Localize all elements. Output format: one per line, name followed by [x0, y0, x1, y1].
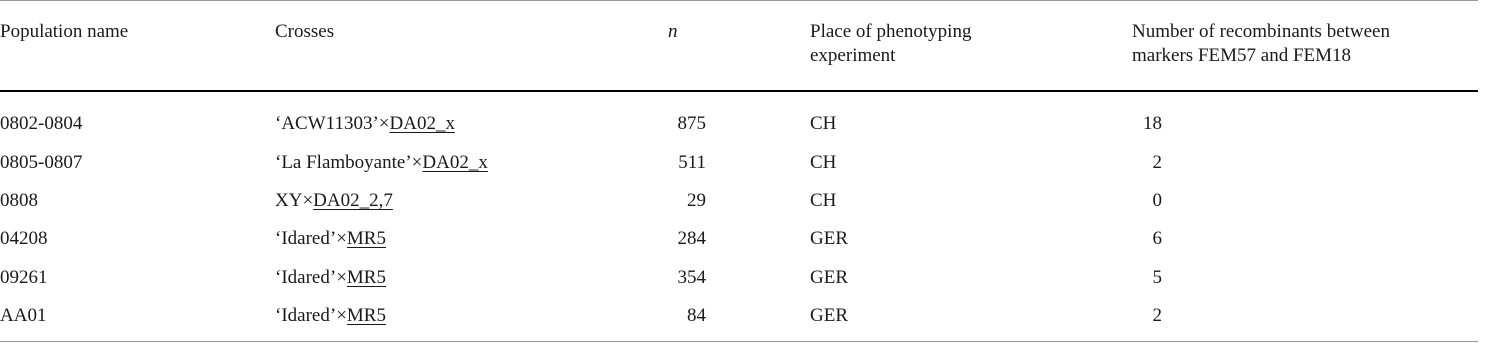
header-n: n [668, 21, 678, 42]
cross-donor: MR5 [346, 267, 386, 288]
cell-n: 875 [677, 113, 706, 134]
cell-place: CH [810, 113, 837, 134]
cell-cross [275, 266, 386, 290]
cross-donor: DA02_x [389, 113, 455, 134]
header-place-line2: experiment [810, 45, 896, 66]
cell-recombinants: 0 [1152, 190, 1162, 211]
header-recombinants-line2: markers FEM57 and FEM18 [1132, 45, 1352, 66]
cell-recombinants: 18 [1143, 113, 1162, 134]
cell-place: CH [810, 190, 837, 211]
cross-parent: XY [275, 190, 303, 211]
cross-separator: × [302, 190, 314, 211]
cell-population: 0808 [0, 190, 38, 211]
cross-separator: × [336, 305, 347, 326]
cell-population: 04208 [0, 228, 48, 249]
cell-n: 29 [687, 190, 706, 211]
cell-place: GER [810, 305, 848, 326]
table-bottom-rule [0, 341, 1478, 342]
cell-cross [275, 189, 393, 213]
cross-separator: × [378, 113, 390, 134]
header-recombinants [1132, 20, 1390, 68]
header-population-name: Population name [0, 21, 129, 42]
cell-population: AA01 [0, 305, 47, 326]
cell-cross [275, 151, 488, 175]
cell-recombinants: 5 [1152, 267, 1162, 288]
cell-n: 84 [687, 305, 706, 326]
cell-population: 09261 [0, 267, 48, 288]
cell-place: CH [810, 152, 837, 173]
cell-n: 511 [678, 152, 706, 173]
cross-parent: ‘ACW11303’ [275, 113, 379, 134]
cross-parent: ‘Idared’ [275, 228, 337, 249]
cell-cross [275, 304, 386, 328]
cell-recombinants: 6 [1152, 228, 1162, 249]
cell-place: GER [810, 267, 848, 288]
header-recombinants-line1: Number of recombinants between [1132, 21, 1390, 42]
header-crosses: Crosses [275, 21, 335, 42]
cross-separator: × [411, 152, 423, 173]
header-place [810, 20, 971, 68]
cell-population: 0805-0807 [0, 152, 83, 173]
cell-place: GER [810, 228, 848, 249]
cross-separator: × [336, 228, 347, 249]
cell-recombinants: 2 [1152, 152, 1162, 173]
table-top-rule [0, 0, 1478, 1]
header-place-line1: Place of phenotyping [810, 21, 972, 42]
cross-donor: DA02_2,7 [313, 190, 393, 211]
cross-parent: ‘La Flamboyante’ [275, 152, 412, 173]
cross-donor: MR5 [346, 305, 386, 326]
cross-separator: × [336, 267, 347, 288]
cross-parent: ‘Idared’ [275, 305, 337, 326]
cell-cross [275, 112, 455, 136]
cell-n: 284 [677, 228, 706, 249]
cell-cross [275, 227, 386, 251]
cross-donor: DA02_x [422, 152, 488, 173]
cell-n: 354 [677, 267, 706, 288]
cross-donor: MR5 [346, 228, 386, 249]
cross-parent: ‘Idared’ [275, 267, 337, 288]
cell-population: 0802-0804 [0, 113, 83, 134]
table-header-rule [0, 90, 1478, 92]
cell-recombinants: 2 [1152, 305, 1162, 326]
